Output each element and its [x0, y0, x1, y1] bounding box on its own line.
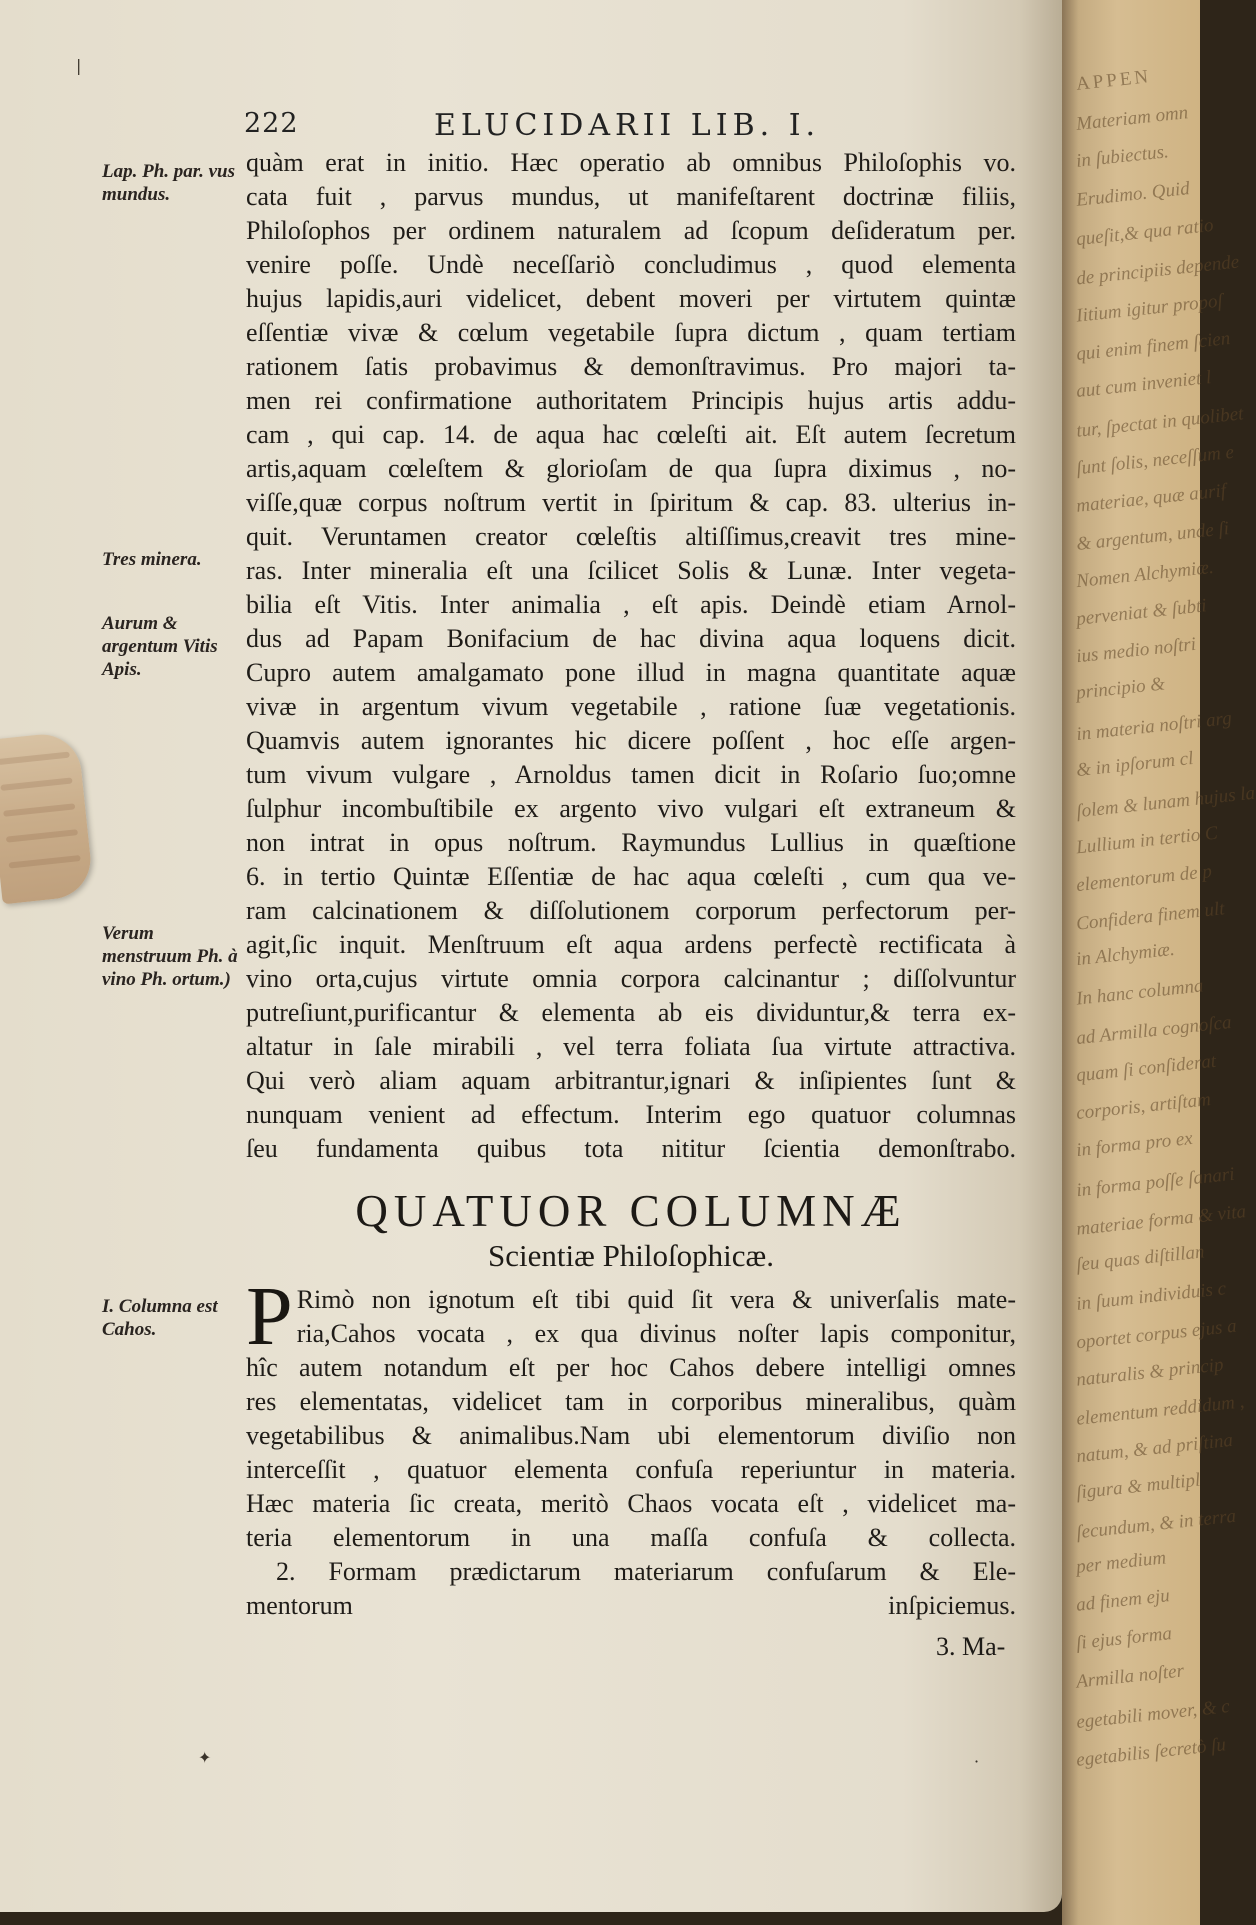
text-line: 6. in tertio Quintæ Eſſentiæ de hac aqua cœleſti , cum qua ve- [246, 862, 1016, 891]
ink-mark: | [76, 56, 82, 75]
text-line: res elementatas, videlicet tam in corporibus mineralibus, quàm [246, 1387, 1016, 1416]
facing-page-line: egetabili mover, & c [1075, 1696, 1231, 1733]
running-header [244, 108, 862, 148]
facing-page-line: principio & [1075, 673, 1167, 704]
facing-page-line: in ſubiectus. [1075, 141, 1170, 172]
catchword: 3. Ma- [936, 1632, 1006, 1661]
facing-page-line: natum, & ad priſtina [1075, 1429, 1234, 1468]
text-line: ram calcinationem & diſſolutionem corporum perfectorum per- [246, 896, 1016, 925]
text-line: Qui verò aliam aquam arbitrantur,ignari & inſipientes ſunt & [246, 1066, 1016, 1095]
facing-page-line: de principiis depende [1075, 251, 1241, 290]
facing-page-line: ſigura & multipl [1075, 1469, 1202, 1504]
text-line: putreſiunt,purificantur & elementa ab eis dividuntur,& terra ex- [246, 998, 1016, 1027]
text-line: vegetabilibus & animalibus.Nam ubi elementorum diviſio non [246, 1421, 1016, 1450]
facing-page-line: materiae forma & vita [1075, 1201, 1248, 1240]
text-line: hîc autem notandum eſt per hoc Cahos debere intelligi omnes [246, 1353, 1016, 1382]
text-line: ras. Inter mineralia eſt una ſcilicet Solis & Lunæ. Inter vegeta- [246, 556, 1016, 585]
text-line: nunquam venient ad effectum. Interim ego quatuor columnas [246, 1100, 1016, 1129]
facing-page-line: Confidera finem ult [1075, 898, 1226, 935]
facing-page-line: Armilla noſter [1075, 1660, 1185, 1693]
text-line: mentorum inſpiciemus. [246, 1591, 1016, 1620]
facing-page-line: oportet corpus ejus a [1075, 1315, 1238, 1354]
facing-page-line: In hanc columna [1075, 975, 1205, 1010]
margin-note-lapis: Lap. Ph. par. vus mundus. [102, 161, 236, 205]
facing-page-line: ſolem & lunam hujus la [1075, 782, 1256, 823]
facing-page-line: per medium [1075, 1547, 1168, 1578]
facing-page-line: elementum reddidum , [1075, 1391, 1246, 1430]
text-line: altatur in ſale mirabili , vel terra foliata ſua virtute attractiva. [246, 1032, 1016, 1061]
text-line: ſeu fundamenta quibus tota nititur ſcientia demonſtrabo. [246, 1134, 1016, 1163]
facing-page-line: ſi ejus forma [1075, 1623, 1173, 1654]
text-line: quit. Veruntamen creator cœleſtis altiſſimus,creavit tres mine- [246, 522, 1016, 551]
margin-note-aurum-argentum: Aurum & argentum Vitis Apis. [102, 613, 218, 680]
facing-page-line: ſunt ſolis, neceſſum e [1075, 441, 1235, 480]
facing-page-line: in forma pro ex [1075, 1127, 1194, 1162]
facing-page-line: naturalis & princip [1075, 1354, 1225, 1391]
text-line: artis,aquam cœleſtem & glorioſam de qua ſupra diximus , no- [246, 454, 1016, 483]
text-line: ria,Cahos vocata , ex qua divinus noſter lapis componitur, [296, 1319, 1016, 1348]
facing-page-line: in ſuum individuis c [1075, 1278, 1228, 1315]
margin-note-verum-menstruum: Verum menstruum Ph. à vino Ph. ortum.) [102, 923, 238, 990]
text-line: Hæc materia ſic creata, meritò Chaos vocata eſt , videlicet ma- [246, 1489, 1016, 1518]
text-line: agit,ſic inquit. Menſtruum eſt aqua ardens perfectè rectificata à [246, 930, 1016, 959]
text-line: men rei confirmatione authoritatem Principis hujus artis addu- [246, 386, 1016, 415]
drop-cap: P [246, 1270, 293, 1363]
facing-page-line: Erudimo. Quid [1075, 178, 1191, 211]
margin-note-columna: I. Columna est Cahos. [102, 1296, 218, 1340]
section-subtitle: Scientiæ Philoſophicæ. [488, 1238, 774, 1273]
facing-page-line: corporis, artiſtam [1075, 1088, 1212, 1125]
text-line: Quamvis autem ignorantes hic dicere poſſent , hoc eſſe argen- [246, 726, 1016, 755]
facing-page-line: qui enim finem ſcien [1075, 327, 1232, 366]
section-title: QUATUOR COLUMNÆ [355, 1186, 907, 1236]
text-line: cata fuit , parvus mundus, ut manifeſtarent doctrinæ filiis, [246, 182, 1016, 211]
main-paragraph [246, 146, 1016, 1166]
section-paragraph [246, 1270, 1016, 1623]
text-line: eſſentiæ vivæ & cœlum vegetabile ſupra dictum , quam tertiam [246, 318, 1016, 347]
facing-page-line: & argentum, unde ſi [1075, 518, 1231, 555]
text-line: 2. Formam prædictarum materiarum confuſarum & Ele- [276, 1557, 1016, 1586]
running-title: ELUCIDARII LIB. I. [434, 108, 821, 143]
text-line: hujus lapidis,auri videlicet, debent moveri per virtutem quintæ [246, 284, 1016, 313]
facing-page-line: materiae, quæ aurif [1075, 480, 1228, 517]
facing-page-line: Nomen Alchymiæ. [1075, 556, 1215, 593]
facing-page-line: tur, ſpectat in quolibet [1075, 403, 1245, 442]
facing-page-line: elementorum de p [1075, 860, 1213, 897]
facing-page [1062, 0, 1256, 1925]
facing-page-line: ius medio noſtri [1075, 633, 1198, 668]
text-line: bilia eſt Vitis. Inter animalia , eſt apis. Deindè etiam Arnol- [246, 590, 1016, 619]
text-line: Rimò non ignotum eſt tibi quid ſit vera & univerſalis mate- [296, 1285, 1016, 1314]
facing-page-line: Lullium in tertio C [1075, 822, 1219, 859]
facing-page-line: ſeu quas diſtillan [1075, 1241, 1206, 1276]
facing-page-line: quam ſi conſiderat [1075, 1050, 1218, 1087]
facing-page-line: ad finem eju [1075, 1585, 1171, 1616]
text-line: non intrat in opus noſtrum. Raymundus Lullius in quæſtione [246, 828, 1016, 857]
paper-bookmark-tab [0, 731, 94, 905]
text-line: tum vivum vulgare , Arnoldus tamen dicit in Roſario ſuo;omne [246, 760, 1016, 789]
facing-page-line: Materiam omn [1075, 102, 1190, 135]
text-line: Cupro autem amalgamato pone illud in magna quantitate aquæ [246, 658, 1016, 687]
facing-page-line: in Alchymiæ. [1075, 938, 1176, 971]
facing-page-line: in materia noſtri arg [1075, 707, 1233, 746]
facing-page-line: perveniat & ſubti [1075, 595, 1208, 630]
text-line: rationem ſatis probavimus & demonſtravimus. Pro majori ta- [246, 352, 1016, 381]
facing-page-line: ad Armilla cognoſca [1075, 1011, 1233, 1050]
text-line: vino orta,cujus virtute omnia corpora calcinantur ; diſſolvuntur [246, 964, 1016, 993]
page-number: 222 [244, 108, 299, 139]
facing-page-line: APPEN [1075, 66, 1153, 95]
text-line: teria elementorum in una maſſa confuſa & collecta. [246, 1523, 1016, 1552]
text-line: dus ad Papam Bonifacium de hac divina aqua loquens dicit. [246, 624, 1016, 653]
facing-page-line: Iitium igitur propoſ [1075, 290, 1224, 327]
text-line: venire poſſe. Undè neceſſariò concludimus , quod elementa [246, 250, 1016, 279]
text-line: interceſſit , quatuor elementa confuſa reperiuntur in materia. [246, 1455, 1016, 1484]
text-line: Philoſophos per ordinem naturalem ad ſcopum deſideratum per. [246, 216, 1016, 245]
text-line: vivæ in argentum vivum vegetabile , ratione ſuæ vegetationis. [246, 692, 1016, 721]
facing-page-line: & in ipſorum cl [1075, 747, 1195, 782]
margin-note-tres-minera: Tres minera. [102, 549, 202, 570]
text-line: ſulphur incombuſtibile ex argento vivo vulgari eſt extraneum & [246, 794, 1016, 823]
ink-mark: · [974, 1752, 980, 1771]
facing-page-line: egetabilis ſecretò ſu [1075, 1734, 1227, 1771]
facing-page-line: ſecundum, & in terra [1075, 1505, 1238, 1544]
text-line: viſſe,quæ corpus noſtrum vertit in ſpiritum & cap. 83. ulterius in- [246, 488, 1016, 517]
text-line: cam , qui cap. 14. de aqua hac cœleſti ait. Eſt autem ſecretum [246, 420, 1016, 449]
text-line: quàm erat in initio. Hæc operatio ab omnibus Philoſophis vo. [246, 148, 1016, 177]
facing-page-line: in forma poſſe ſanari [1075, 1163, 1236, 1202]
facing-page-line: queſit,& qua ratio [1075, 214, 1215, 251]
ink-mark: ✦ [198, 1748, 212, 1767]
facing-page-line: aut cum inveniet l [1075, 366, 1213, 403]
